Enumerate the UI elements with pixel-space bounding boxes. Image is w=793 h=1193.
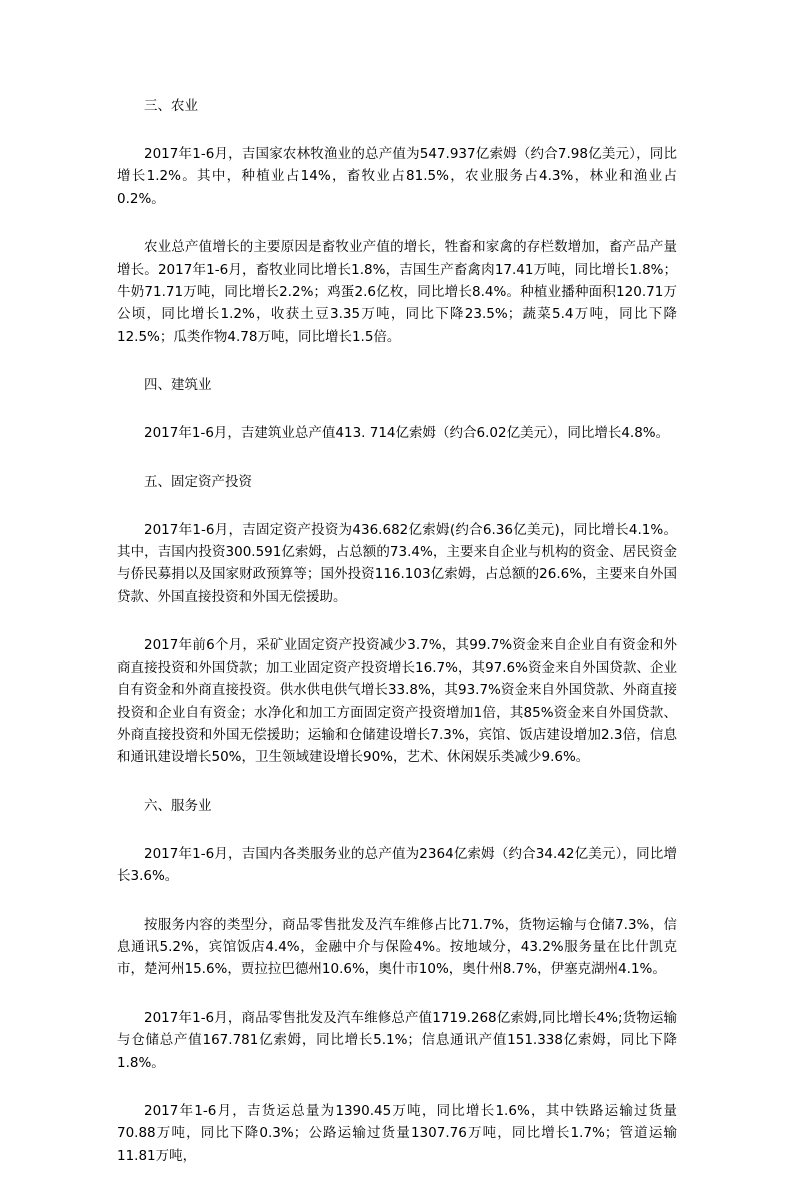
- paragraph-services-freight: 2017年1-6月，吉货运总量为1390.45万吨，同比增长1.6%，其中铁路运输过货量70.88万吨，同比下降0.3%；公路运输过货量1307.76万吨，同比增长1.7%；管道运输11.81万吨，: [117, 1102, 677, 1164]
- paragraph-construction-output: 2017年1-6月，吉建筑业总产值413. 714亿索姆（约合6.02亿美元），同比增长4.8%。: [144, 425, 670, 442]
- section-heading-agriculture: 三、农业: [144, 98, 198, 114]
- section-heading-services: 六、服务业: [144, 797, 212, 814]
- paragraph-services-total: 2017年1-6月，吉国内各类服务业的总产值为2364亿索姆（约合34.42亿美元），同比增长3.6%。: [117, 845, 677, 885]
- section-heading-construction: 四、建筑业: [144, 377, 212, 394]
- paragraph-investment-total: 2017年1-6月，吉固定资产投资为436.682亿索姆(约合6.36亿美元)，同比增长4.1%。其中，吉国内投资300.591亿索姆，占总额的73.4%，主要来自企业与机构的资金、居民资金与侨民募捐以及国家财政预算等；国外投资116.103亿索姆，占总额的26.6%，主要来自外国贷款、外国直接投资和外国无偿援助。: [117, 521, 677, 605]
- paragraph-agriculture-output: 2017年1-6月，吉国家农林牧渔业的总产值为547.937亿索姆（约合7.98亿美元），同比增长1.2%。其中，种植业占14%，畜牧业占81.5%，农业服务占4.3%，林业和渔业占0.2%。: [117, 146, 677, 207]
- paragraph-investment-sectors: 2017年前6个月，采矿业固定资产投资减少3.7%，其99.7%资金来自企业自有资金和外商直接投资和外国贷款；加工业固定资产投资增长16.7%，其97.6%资金来自外国贷款、企业自有资金和外商直接投资。供水供电供气增长33.8%，其93.7%资金来自外国贷款、外商直接投资和企业自有资金；水净化和加工方面固定资产投资增加1倍，其85%资金来自外国贷款、外商直接投资和外国无偿援助；运输和仓储建设增长7.3%，宾馆、饭店建设增加2.3倍，信息和通讯建设增长50%，卫生领域建设增长90%，艺术、休闲娱乐类减少9.6%。: [117, 637, 677, 766]
- document-page: [117, 95, 677, 1193]
- paragraph-services-breakdown: 按服务内容的类型分，商品零售批发及汽车维修占比71.7%，货物运输与仓储7.3%，信息通讯5.2%，宾馆饭店4.4%，金融中介与保险4%。按地域分，43.2%服务量在比什凯克市，楚河州15.6%，贾拉拉巴德州10.6%，奥什市10%，奥什州8.7%，伊塞克湖州4.1%。: [117, 916, 677, 978]
- section-heading-investment: 五、固定资产投资: [144, 473, 252, 490]
- paragraph-services-retail: 2017年1-6月，商品零售批发及汽车维修总产值1719.268亿索姆,同比增长4%;货物运输与仓储总产值167.781亿索姆，同比增长5.1%；信息通讯产值151.338亿索姆，同比下降1.8%。: [117, 1009, 677, 1071]
- paragraph-agriculture-growth: 农业总产值增长的主要原因是畜牧业产值的增长，牲畜和家禽的存栏数增加，畜产品产量增长。2017年1-6月，畜牧业同比增长1.8%，吉国生产畜禽肉17.41万吨，同比增长1.8%；牛奶71.71万吨，同比增长2.2%；鸡蛋2.6亿枚，同比增长8.4%。种植业播种面积120.71万公顷，同比增长1.2%，收获土豆3.35万吨，同比下降23.5%；蔬菜5.4万吨，同比下降12.5%；瓜类作物4.78万吨，同比增长1.5倍。: [117, 239, 677, 345]
